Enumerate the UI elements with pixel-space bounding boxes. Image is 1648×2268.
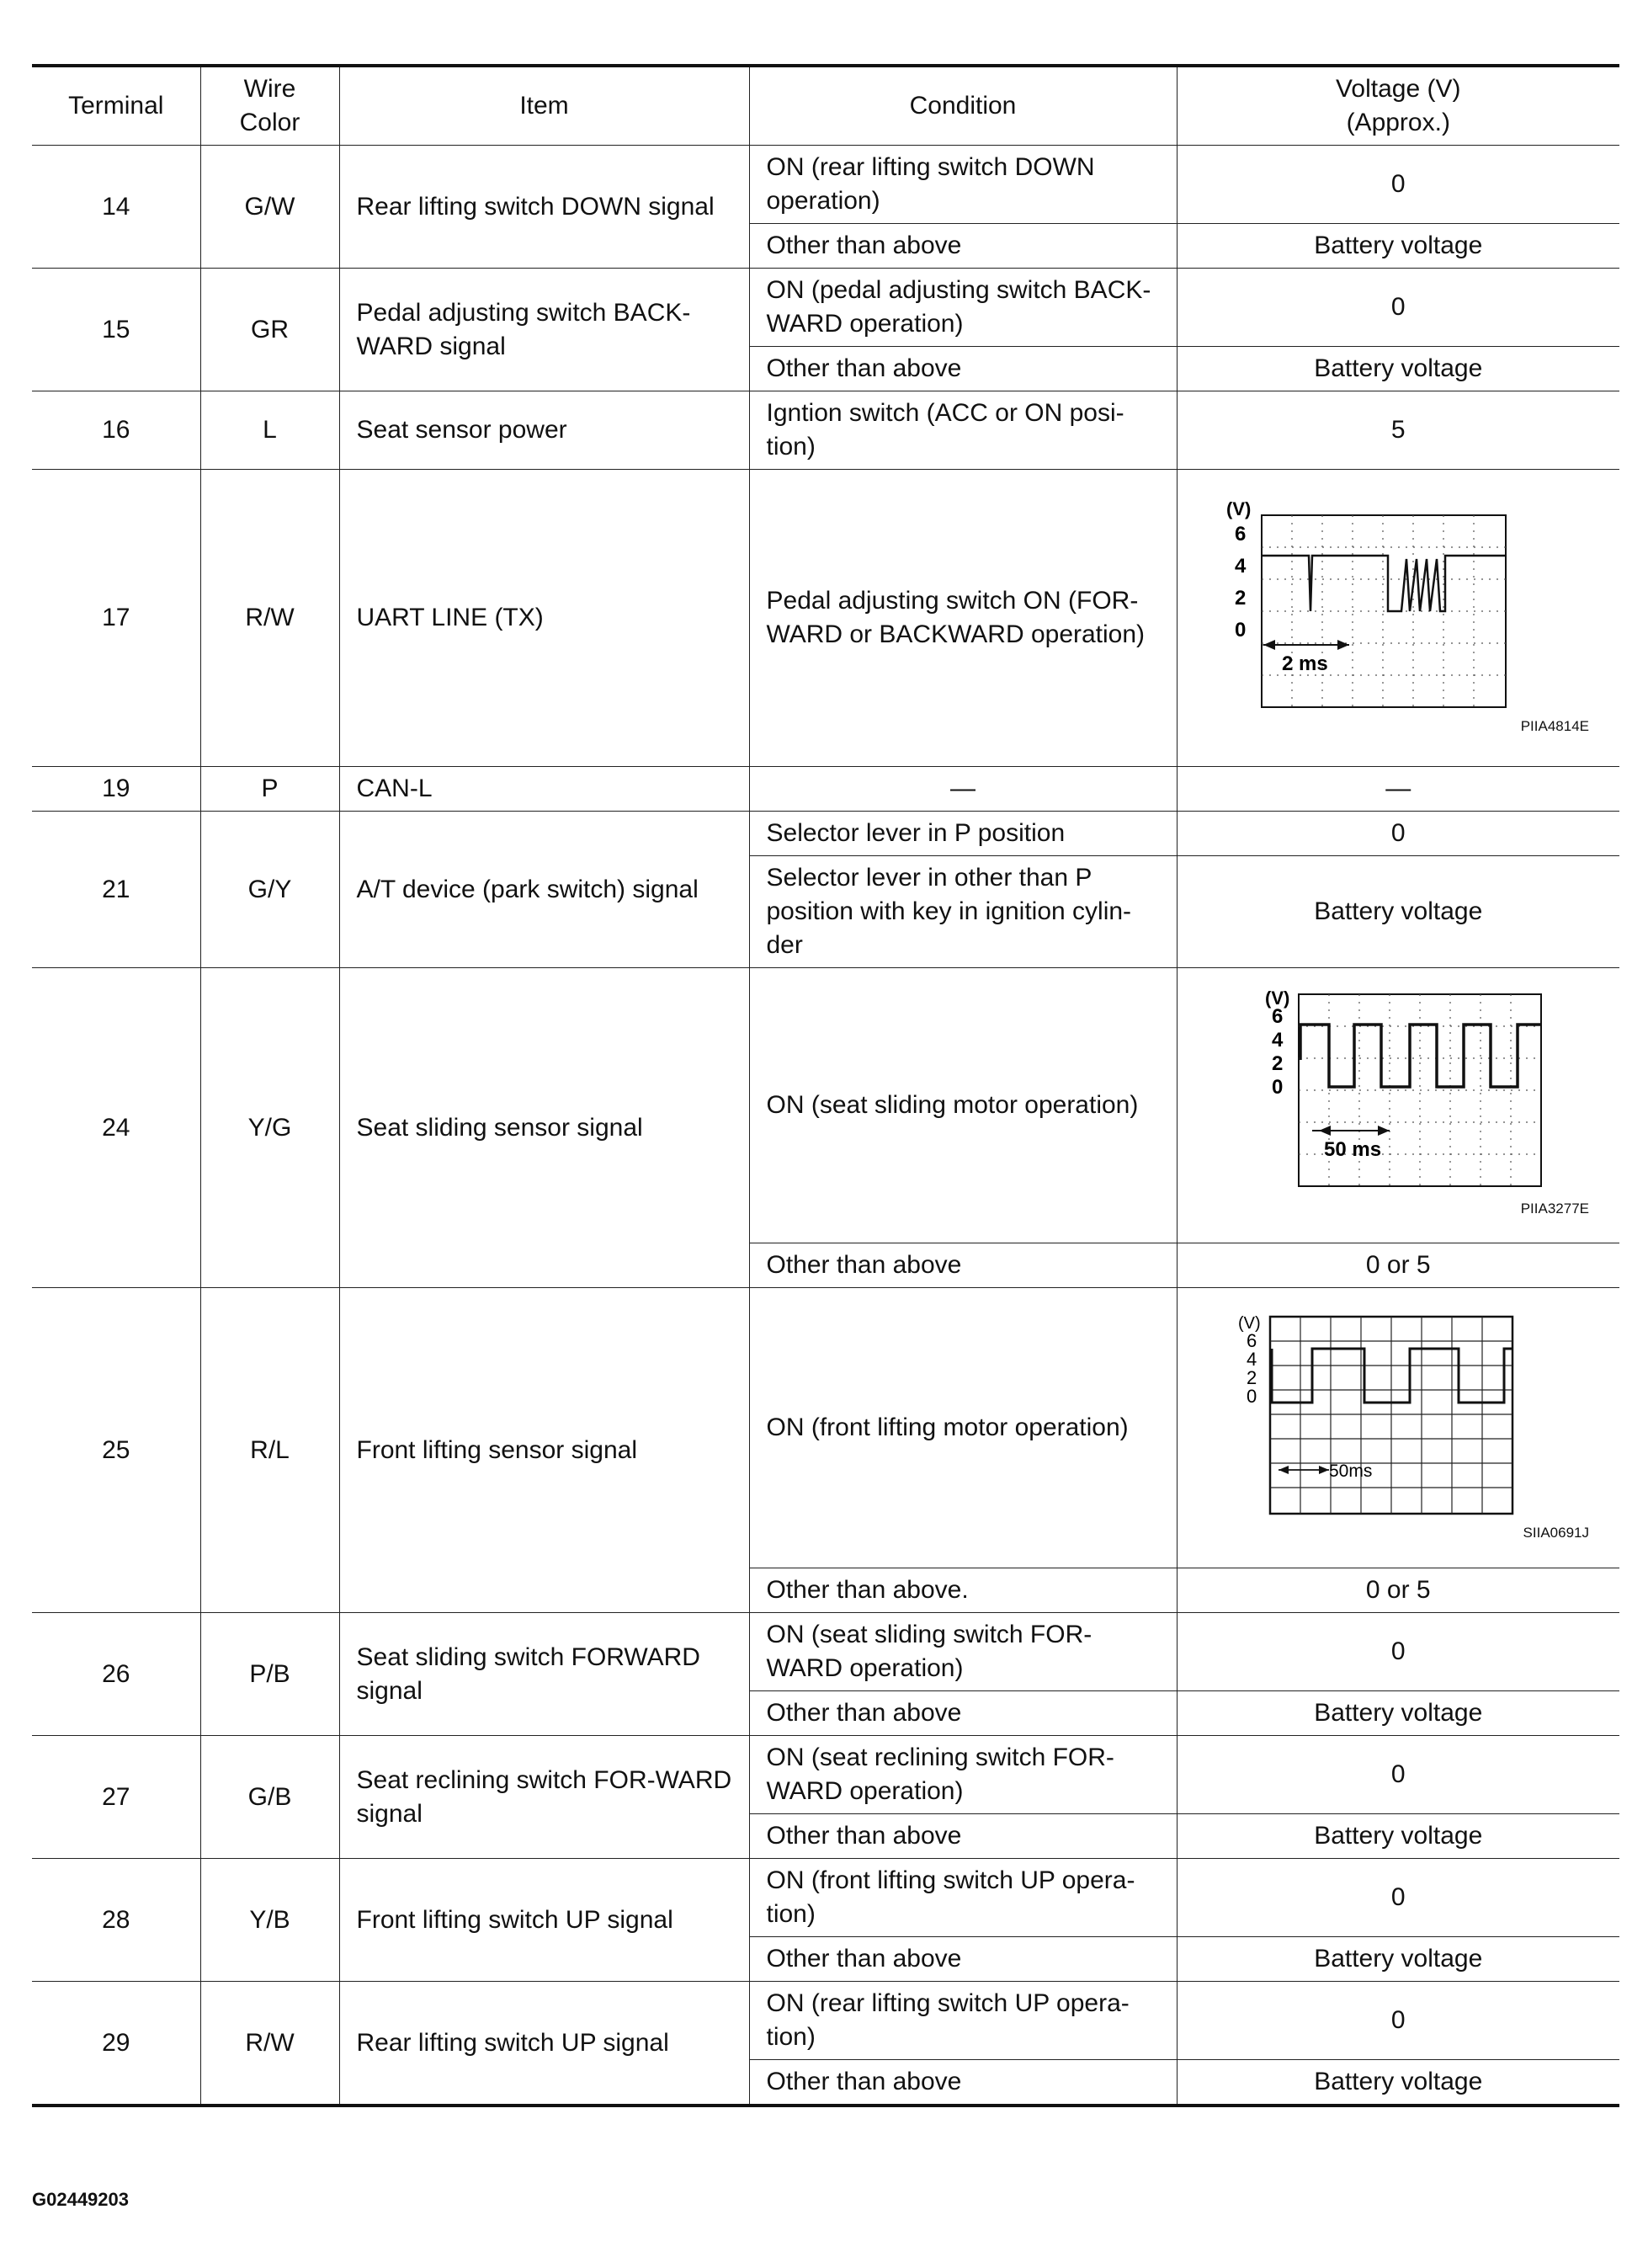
table-row [32,812,1619,856]
header-wire-color: Wire Color [200,66,339,146]
figure-code: PIIA3277E [1520,1200,1589,1217]
terminal-cell: 17 [32,470,200,767]
voltage-cell: Battery voltage [1177,1691,1619,1736]
condition-cell: Pedal adjusting switch ON (FOR-WARD or BACKWARD operation) [749,470,1177,767]
item-cell: Front lifting sensor signal [339,1288,749,1613]
waveform-unit: (V) [1225,498,1251,519]
waveform-tick: 0 [1271,1075,1283,1099]
item-cell: Front lifting switch UP signal [339,1859,749,1982]
item-cell: Pedal adjusting switch BACK-WARD signal [339,269,749,391]
waveform-tick: 2 [1246,1366,1257,1388]
waveform-unit: (V) [1264,988,1289,1009]
condition-cell: Other than above [749,2060,1177,2106]
condition-cell: Other than above [749,1691,1177,1736]
wire-color-cell: G/Y [200,812,339,968]
waveform-tick: 6 [1246,1329,1257,1351]
table-row [32,1736,1619,1814]
item-cell: UART LINE (TX) [339,470,749,767]
waveform-tick: 0 [1246,1385,1257,1407]
condition-cell: ON (seat sliding motor operation) [749,968,1177,1243]
condition-cell: Other than above [749,1937,1177,1982]
table-row [32,968,1619,1243]
voltage-cell: 0 [1177,1736,1619,1814]
terminal-cell: 25 [32,1288,200,1613]
condition-cell: ON (rear lifting switch UP opera-tion) [749,1982,1177,2060]
wire-color-cell: Y/G [200,968,339,1288]
waveform-cell [1177,968,1619,1243]
lifting-signal-trace [1272,1349,1512,1403]
table-row [32,1982,1619,2060]
voltage-cell: 0 [1177,269,1619,347]
item-cell: CAN-L [339,767,749,812]
wire-color-cell: P/B [200,1613,339,1736]
waveform-tick: 2 [1234,586,1246,610]
uart-waveform [1194,497,1603,709]
table-row [32,269,1619,347]
wire-color-cell: R/W [200,470,339,767]
waveform-tick: 2 [1271,1051,1283,1075]
condition-cell: ON (pedal adjusting switch BACK-WARD operation) [749,269,1177,347]
condition-cell: — [749,767,1177,812]
scope-grid [1270,1317,1512,1514]
header-item: Item [339,66,749,146]
terminal-cell: 19 [32,767,200,812]
voltage-cell: 0 [1177,146,1619,224]
wire-color-cell: G/W [200,146,339,269]
time-scale-label: 50 ms [1323,1137,1381,1161]
condition-cell: Selector lever in P position [749,812,1177,856]
table-row [32,1288,1619,1568]
sliding-sensor-waveform [1194,989,1603,1191]
item-cell: Seat reclining switch FOR-WARD signal [339,1736,749,1859]
lifting-sensor-waveform [1194,1310,1603,1515]
header-terminal: Terminal [32,66,200,146]
table-row [32,470,1619,767]
voltage-cell: 0 [1177,1613,1619,1691]
table-row [32,767,1619,812]
wire-color-cell: R/L [200,1288,339,1613]
condition-cell: Other than above [749,224,1177,269]
voltage-cell: Battery voltage [1177,2060,1619,2106]
terminal-cell: 16 [32,391,200,470]
header-voltage: Voltage (V) (Approx.) [1177,66,1619,146]
voltage-cell: Battery voltage [1177,1937,1619,1982]
condition-cell: ON (seat reclining switch FOR-WARD operation) [749,1736,1177,1814]
condition-cell: ON (rear lifting switch DOWN operation) [749,146,1177,224]
condition-cell: Other than above [749,347,1177,391]
condition-cell: Other than above. [749,1568,1177,1613]
time-scale-label: 50ms [1328,1461,1372,1481]
condition-cell: Other than above [749,1814,1177,1859]
voltage-cell: 0 [1177,812,1619,856]
time-scale-label: 2 ms [1281,652,1328,675]
condition-cell: Other than above [749,1243,1177,1288]
table-row [32,1859,1619,1937]
terminal-cell: 21 [32,812,200,968]
voltage-cell: Battery voltage [1177,347,1619,391]
waveform-cell [1177,1288,1619,1568]
terminal-cell: 26 [32,1613,200,1736]
voltage-cell: 0 or 5 [1177,1568,1619,1613]
waveform-cell [1177,470,1619,767]
item-cell: Seat sliding switch FORWARD signal [339,1613,749,1736]
voltage-cell: Battery voltage [1177,1814,1619,1859]
waveform-tick: 0 [1234,618,1246,642]
condition-cell: ON (front lifting motor operation) [749,1288,1177,1568]
waveform-tick: 6 [1271,1004,1283,1028]
wire-color-cell: L [200,391,339,470]
voltage-cell: 0 [1177,1982,1619,2060]
wire-color-cell: GR [200,269,339,391]
wire-color-cell: R/W [200,1982,339,2106]
voltage-cell: Battery voltage [1177,224,1619,269]
table-row [32,391,1619,470]
condition-cell: ON (seat sliding switch FOR-WARD operation) [749,1613,1177,1691]
wire-color-cell: P [200,767,339,812]
voltage-cell: 0 or 5 [1177,1243,1619,1288]
terminal-cell: 27 [32,1736,200,1859]
terminal-cell: 24 [32,968,200,1288]
document-code: G02449203 [32,2189,129,2210]
sliding-signal-trace [1300,1025,1541,1087]
voltage-cell: 0 [1177,1859,1619,1937]
condition-cell: Igntion switch (ACC or ON posi-tion) [749,391,1177,470]
figure-code: SIIA0691J [1523,1524,1589,1541]
uart-signal-trace [1262,556,1506,611]
voltage-cell: 5 [1177,391,1619,470]
waveform-unit: (V) [1237,1313,1261,1333]
terminal-cell: 28 [32,1859,200,1982]
terminal-voltage-table [32,64,1619,2107]
waveform-tick: 4 [1271,1028,1283,1051]
terminal-cell: 14 [32,146,200,269]
waveform-tick: 4 [1246,1348,1257,1370]
item-cell: Seat sensor power [339,391,749,470]
table-row [32,1613,1619,1691]
terminal-cell: 29 [32,1982,200,2106]
voltage-cell: — [1177,767,1619,812]
wire-color-cell: G/B [200,1736,339,1859]
waveform-tick: 6 [1234,522,1246,546]
condition-cell: Selector lever in other than P position with key in ignition cylin-der [749,856,1177,968]
item-cell: Seat sliding sensor signal [339,968,749,1288]
waveform-tick: 4 [1234,554,1246,578]
header-row [32,66,1619,146]
figure-code: PIIA4814E [1520,717,1589,734]
header-condition: Condition [749,66,1177,146]
condition-cell: ON (front lifting switch UP opera-tion) [749,1859,1177,1937]
scope-grid [1262,515,1506,707]
item-cell: Rear lifting switch DOWN signal [339,146,749,269]
wire-color-cell: Y/B [200,1859,339,1982]
voltage-cell: Battery voltage [1177,856,1619,968]
table-row [32,146,1619,224]
terminal-cell: 15 [32,269,200,391]
item-cell: Rear lifting switch UP signal [339,1982,749,2106]
item-cell: A/T device (park switch) signal [339,812,749,968]
